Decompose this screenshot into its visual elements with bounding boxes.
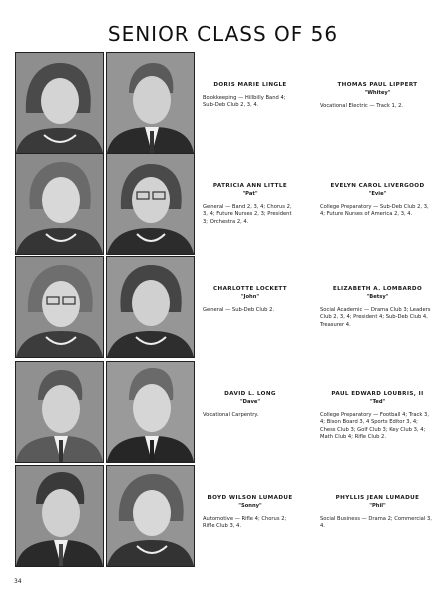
senior-nickname: "Phil" [369,503,386,509]
portrait-photo [106,361,195,463]
senior-activities: Bookkeeping — Hillbilly Band 4; Sub-Deb Club 2, 3, 4. [203,95,286,109]
senior-name: EVELYN CAROL LIVERGOOD [330,183,425,189]
senior-nickname: "Evie" [368,191,387,197]
senior-name: CHARLOTTE LOCKETT [212,286,287,292]
senior-name: THOMAS PAUL LIPPERT [337,82,418,88]
senior-entry [203,82,297,110]
senior-nickname: "Sonny" [238,503,262,509]
senior-row [15,52,435,152]
senior-row [15,256,435,356]
senior-activities: General — Band 2, 3, 4; Chorus 2, 3, 4; Future Nurses 2, 3; President 3; Orchestra 2, 4. [203,204,292,225]
senior-activities: General — Sub-Deb Club 2. [203,307,275,313]
senior-entry [320,391,435,442]
senior-name: DAVID L. LONG [224,391,276,397]
portrait-photo [15,465,104,567]
senior-activities: College Preparatory — Sub-Deb Club 2, 3, 4; Future Nurses of America 2, 3, 4. [320,204,429,218]
senior-activities: College Preparatory — Football 4; Track 3, 4; Bison Board 3, 4 Sports Editor 3, 4; Chess Club 3; Golf Club 3; Key Club 3, 4; Math Club 4; Rifle Club 2. [320,412,429,441]
portrait-photo [15,361,104,463]
senior-row [15,465,435,565]
portrait-photo [106,256,195,358]
senior-entry [203,183,297,226]
senior-nickname: "Betsy" [366,294,389,300]
page-number: 34 [14,578,22,585]
senior-name: PATRICIA ANN LITTLE [212,183,288,189]
senior-entry [320,286,435,329]
senior-row [15,153,435,253]
senior-activities: Social Academic — Drama Club 3; Leaders Club 2, 3, 4; President 4; Sub-Deb Club 4, Treasurer 4. [320,307,431,328]
senior-entry [320,183,435,219]
senior-nickname: "Ted" [369,399,386,405]
senior-nickname: "Dave" [239,399,261,405]
senior-name: PHYLLIS JEAN LUMADUE [335,495,420,501]
senior-activities: Social Business — Drama 2; Commercial 3, 4. [320,516,432,530]
senior-entry [320,82,435,110]
senior-entry [203,286,297,314]
senior-activities: Automotive — Rifle 4; Chorus 2; Rifle Club 3, 4. [203,516,287,530]
portrait-photo [106,52,195,154]
senior-nickname: "Whitey" [364,90,391,96]
senior-name: BOYD WILSON LUMADUE [207,495,293,501]
senior-activities: Vocational Electric — Track 1, 2. [320,103,404,109]
page-title: SENIOR CLASS OF 56 [107,22,339,46]
portrait-photo [15,153,104,255]
senior-nickname: "Pat" [242,191,258,197]
senior-entry [203,495,297,531]
portrait-photo [15,256,104,358]
portrait-photo [106,153,195,255]
portrait-photo [106,465,195,567]
senior-entry [320,495,435,531]
senior-nickname: "John" [240,294,260,300]
portrait-photo [15,52,104,154]
senior-row [15,361,435,461]
senior-name: ELIZABETH A. LOMBARDO [332,286,423,292]
senior-entry [203,391,297,419]
senior-name: PAUL EDWARD LOUBRIS, II [331,391,424,397]
senior-activities: Vocational Carpentry. [203,412,259,418]
senior-name: DORIS MARIE LINGLE [213,82,287,88]
